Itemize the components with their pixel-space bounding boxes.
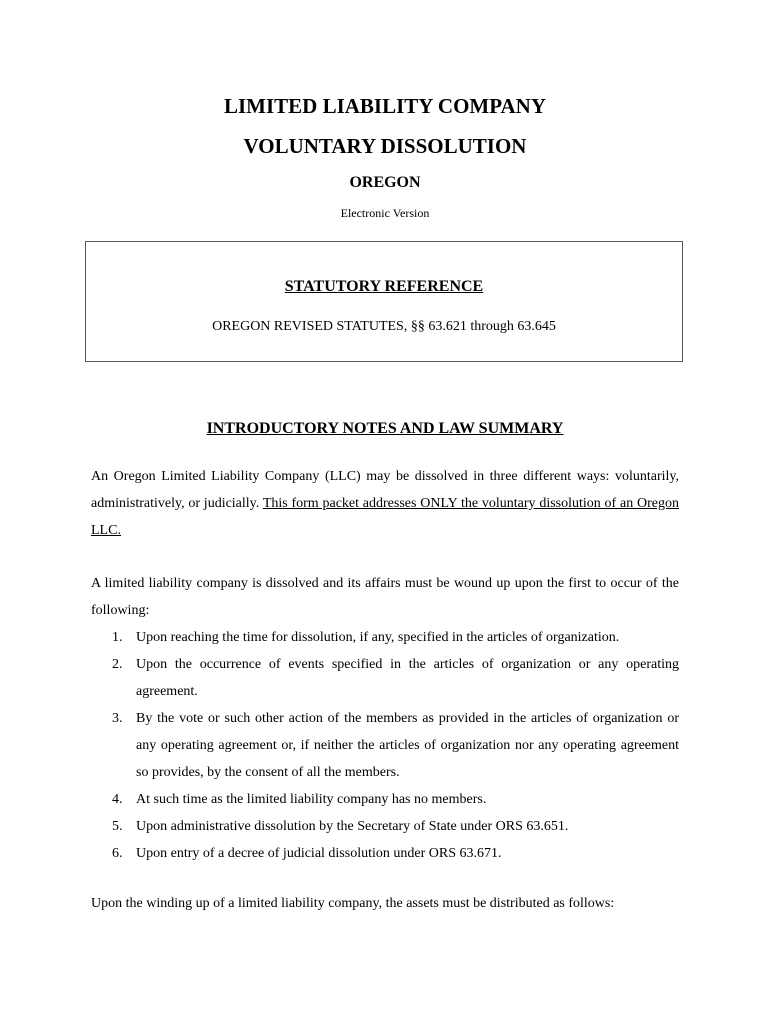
intro-paragraph-1 — [91, 463, 679, 544]
list-item-text: Upon administrative dissolution by the Secretary of State under ORS 63.651. — [136, 819, 569, 834]
list-item-number: 1. — [112, 630, 123, 645]
list-item — [91, 705, 679, 786]
list-item-number: 6. — [112, 846, 123, 861]
list-item — [91, 840, 679, 867]
intro-paragraph-2: A limited liability company is dissolved and its affairs must be wound up upon the first to occur of the following: — [91, 576, 679, 618]
list-item — [91, 786, 679, 813]
list-item-number: 5. — [112, 819, 123, 834]
list-item-number: 2. — [112, 657, 123, 672]
statutory-reference-text: OREGON REVISED STATUTES, §§ 63.621 through 63.645 — [212, 319, 556, 334]
list-item-number: 4. — [112, 792, 123, 807]
list-item — [91, 624, 679, 651]
list-item-text: By the vote or such other action of the members as provided in the articles of organization or any operating agreement or, if neither the articles of organization nor any operating agreement so provides, by the consent of all the members. — [136, 711, 679, 780]
statutory-reference-box — [85, 241, 683, 362]
list-item-text: Upon entry of a decree of judicial dissolution under ORS 63.671. — [136, 846, 502, 861]
list-item-number: 3. — [112, 711, 123, 726]
statutory-reference-heading: STATUTORY REFERENCE — [284, 278, 484, 295]
document-title-line1: LIMITED LIABILITY COMPANY — [223, 94, 547, 118]
intro-heading: INTRODUCTORY NOTES AND LAW SUMMARY — [206, 420, 564, 437]
state-name: OREGON — [349, 174, 421, 191]
list-item-text: Upon reaching the time for dissolution, if any, specified in the articles of organization. — [136, 630, 620, 645]
document-title-line2: VOLUNTARY DISSOLUTION — [243, 134, 527, 158]
dissolution-events-list — [91, 624, 679, 867]
list-item-text: At such time as the limited liability company has no members. — [136, 792, 487, 807]
version-label: Electronic Version — [340, 206, 430, 220]
intro-paragraph-1-underlined: This form packet addresses ONLY the voluntary dissolution of an Oregon LLC. — [91, 496, 679, 538]
list-item — [91, 813, 679, 840]
list-item — [91, 651, 679, 705]
intro-paragraph-3: Upon the winding up of a limited liability company, the assets must be distributed as follows: — [91, 896, 615, 911]
intro-paragraph-1-text: An Oregon Limited Liability Company (LLC) may be dissolved in three different ways: voluntarily, administratively, or judicially. — [91, 469, 679, 511]
list-item-text: Upon the occurrence of events specified in the articles of organization or any operating agreement. — [136, 657, 679, 699]
